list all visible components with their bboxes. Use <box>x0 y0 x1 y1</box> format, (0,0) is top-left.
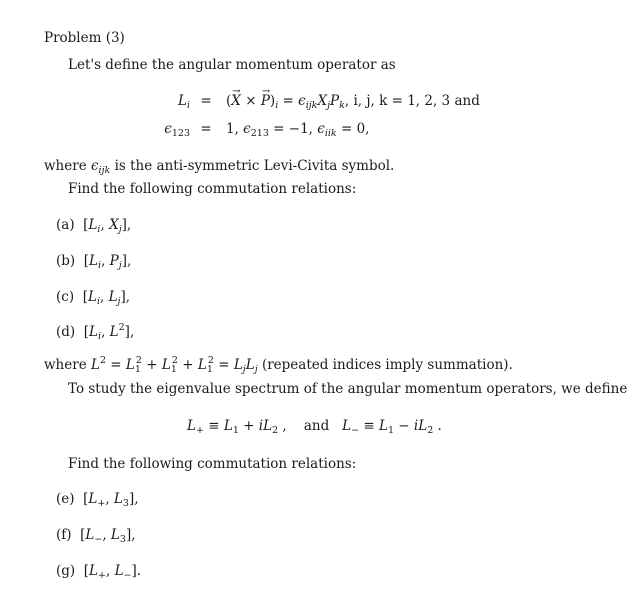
item-a: (a) [$L_i$, $X_j$], <box>56 217 132 235</box>
where-levi-civita: where $\epsilon_{ijk}$ is the anti-symmetric Levi-Civita symbol. <box>44 158 395 176</box>
where-summation: where $L^2 = L_1^2 + L_1^2 + L_1^2 = L_jL_j$ (repeated indices imply summation). <box>44 355 513 375</box>
study-text: To study the eigenvalue spectrum of the angular momentum operators, we define <box>68 381 628 397</box>
eq1-rhs: (→ X × → $P)_i = \epsilon_{ijk}X_jP_k$, i, j, k = 1, 2, 3 and <box>226 92 480 110</box>
item-e: (e) [$L_+$, $L_3$], <box>56 491 139 509</box>
eq1-and: and <box>454 93 480 109</box>
ladder-operator-definition: $L_+ \equiv L_1 + iL_2$ , and $L_- \equiv L_1 - iL_2$ . <box>187 418 442 436</box>
intro-text: Let's define the angular momentum operator as <box>68 57 396 73</box>
item-c: (c) [$L_i$, $L_j$], <box>56 289 131 307</box>
eq1-lhs: $L_i$ <box>177 93 190 111</box>
item-b: (b) [$L_i$, $P_j$], <box>56 253 132 271</box>
eq2-lhs: $\epsilon_{123}$ <box>164 121 190 139</box>
item-f: (f) [$L_-$, $L_3$], <box>56 527 136 545</box>
eq1-equals: = <box>200 93 212 109</box>
find-text-2: Find the following commutation relations: <box>68 456 357 472</box>
p-vector: → P <box>261 92 270 110</box>
eq2-equals: = <box>200 121 212 137</box>
item-g: (g) [$L_+$, $L_-$]. <box>56 563 142 581</box>
problem-heading: Problem (3) <box>44 30 125 46</box>
eq2-rhs: 1, $\epsilon_{213} = -1$, $\epsilon_{iik} = 0$, <box>226 121 370 139</box>
x-vector: → X <box>231 92 241 110</box>
ladder-and: and <box>303 418 330 434</box>
find-text-1: Find the following commutation relations: <box>68 181 357 197</box>
item-d: (d) [$L_i$, $L^2$], <box>56 322 135 342</box>
